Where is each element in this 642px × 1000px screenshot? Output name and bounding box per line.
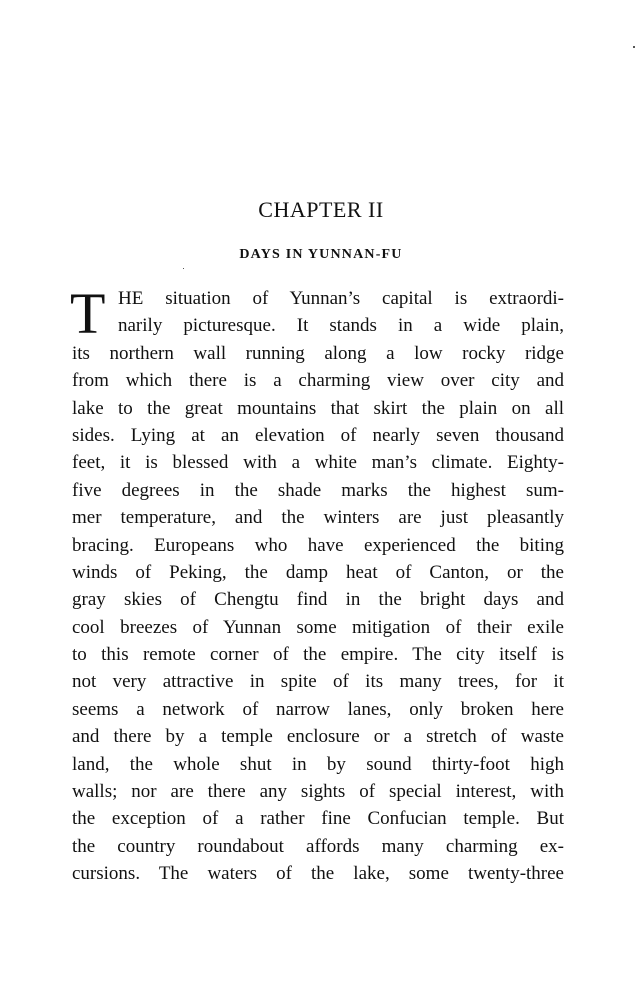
chapter-subtitle: DAYS IN YUNNAN-FU — [239, 247, 403, 262]
text-line: walls; nor are there any sights of special interest, with — [72, 781, 564, 803]
text-line: HE situation of Yunnan’s capital is extraordi- — [118, 288, 564, 309]
chapter-title: CHAPTER II — [258, 197, 384, 222]
text-line: the country roundabout affords many charming ex- — [72, 835, 564, 857]
scan-speck — [183, 268, 184, 269]
text-line: gray skies of Chengtu find in the bright days and — [72, 589, 564, 611]
text-line: not very attractive in spite of its many trees, for it — [72, 671, 564, 693]
body-text — [70, 281, 564, 888]
drop-cap: T — [70, 281, 106, 346]
text-line: five degrees in the shade marks the highest sum- — [72, 479, 564, 501]
scan-speck — [633, 46, 635, 48]
text-line: seems a network of narrow lanes, only broken here — [72, 698, 564, 720]
text-line: winds of Peking, the damp heat of Canton, or the — [72, 561, 564, 583]
text-line: mer temperature, and the winters are just pleasantly — [72, 507, 564, 529]
text-line: lake to the great mountains that skirt the plain on all — [72, 397, 564, 419]
text-line: and there by a temple enclosure or a stretch of waste — [72, 726, 564, 748]
text-line: from which there is a charming view over city and — [72, 370, 564, 392]
text-line: narily picturesque. It stands in a wide plain, — [118, 315, 564, 337]
text-line: cool breezes of Yunnan some mitigation of their exile — [72, 616, 564, 638]
text-line: sides. Lying at an elevation of nearly seven thousand — [72, 424, 564, 446]
text-line: cursions. The waters of the lake, some twenty-three — [72, 863, 564, 885]
text-line: its northern wall running along a low rocky ridge — [72, 342, 564, 364]
text-line: feet, it is blessed with a white man’s climate. Eighty- — [72, 452, 564, 474]
text-line: the exception of a rather fine Confucian temple. But — [72, 808, 564, 830]
text-line: to this remote corner of the empire. The city itself is — [72, 644, 564, 666]
text-line: land, the whole shut in by sound thirty-foot high — [72, 753, 564, 775]
text-line: bracing. Europeans who have experienced the biting — [72, 534, 564, 556]
